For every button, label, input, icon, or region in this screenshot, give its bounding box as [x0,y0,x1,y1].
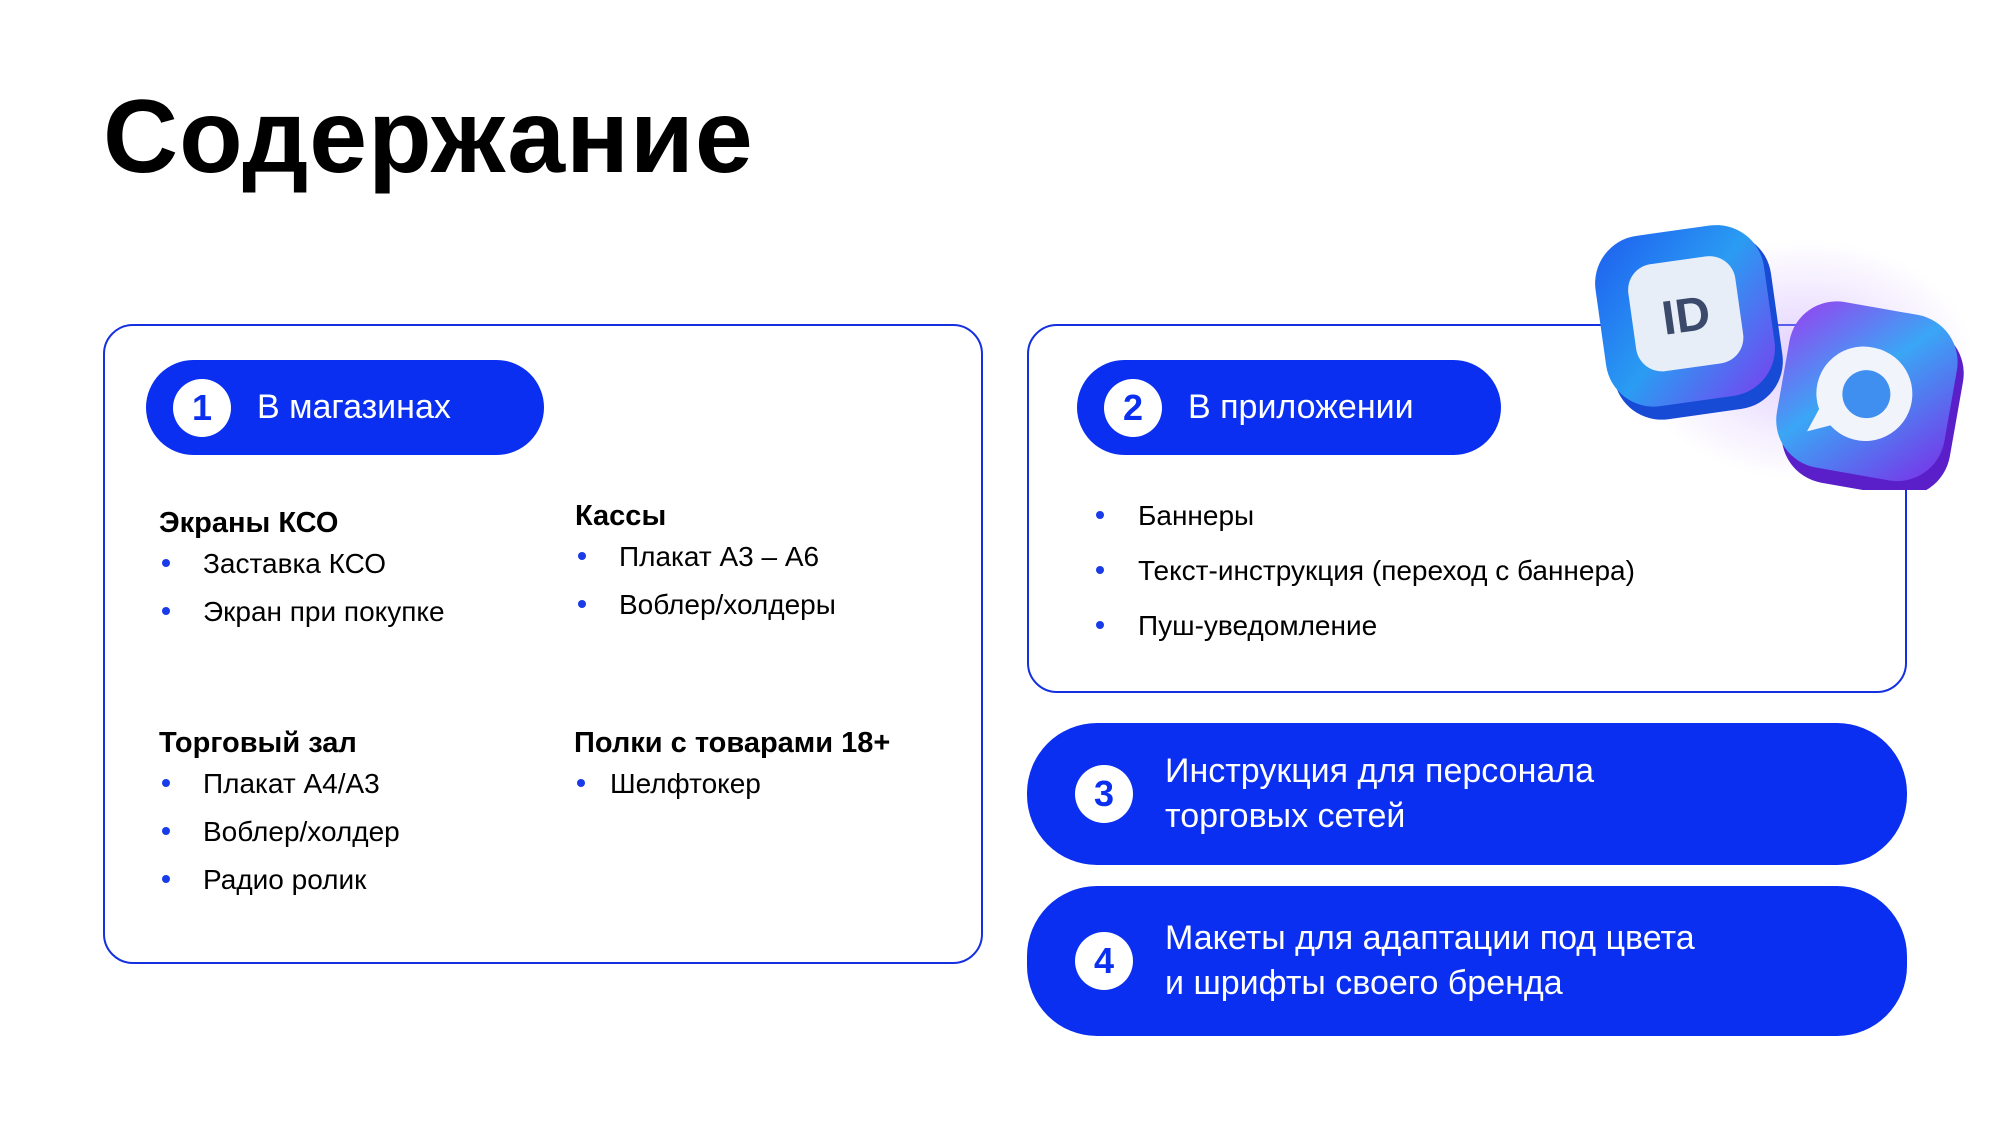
section-number-badge: 2 [1104,379,1162,437]
section-stores-label: В магазинах [257,388,451,426]
list-item: Плакат А4/А3 [159,770,400,798]
bullet-icon [578,552,586,560]
list-item: Плакат А3 – А6 [575,543,836,571]
section-number-badge: 3 [1075,765,1133,823]
section-app-label: В приложении [1188,388,1414,426]
group-heading: Кассы [575,500,667,532]
bullet-icon [1096,566,1104,574]
group-kassy [575,500,836,639]
list-item: Заставка КСО [159,550,445,578]
section-number-badge: 1 [173,379,231,437]
app-icons-graphic [1590,220,1970,490]
bullet-icon [578,600,586,608]
section-stores-pill[interactable] [146,360,544,455]
section-app-pill[interactable] [1077,360,1501,455]
list-item: Текст-инструкция (переход с баннера) [1093,557,1635,585]
list-item: Пуш-уведомление [1093,612,1635,640]
bullet-icon [162,827,170,835]
app-icons [1590,220,1970,490]
page-title: Содержание [103,79,754,195]
section-number-badge: 4 [1075,932,1133,990]
list-item: Воблер/холдер [159,818,400,846]
list-item: Радио ролик [159,866,400,894]
list-item: Шелфтокер [574,770,890,798]
group-heading: Торговый зал [159,727,357,759]
group-kso [159,507,445,646]
bullet-icon [577,779,585,787]
group-heading: Полки с товарами 18+ [574,727,891,759]
bullet-icon [162,607,170,615]
list-item: Воблер/холдеры [575,591,836,619]
section-staff-pill[interactable] [1027,723,1907,865]
bullet-icon [162,875,170,883]
bullet-icon [1096,511,1104,519]
section-layouts-pill[interactable] [1027,886,1907,1036]
group-shelves-18 [574,727,890,818]
section-layouts-label: Макеты для адаптации под цвета и шрифты своего бренда [1165,919,1695,1002]
list-item: Баннеры [1093,502,1635,530]
group-heading: Экраны КСО [159,507,339,539]
id-icon [1590,220,1789,427]
bullet-icon [162,559,170,567]
section-staff-label: Инструкция для персонала торговых сетей [1165,752,1595,835]
svg-text:ID: ID [1658,286,1714,346]
bullet-icon [1096,621,1104,629]
group-sales-floor [159,727,400,914]
group-app [1093,502,1635,667]
list-item: Экран при покупке [159,598,445,626]
bullet-icon [162,779,170,787]
